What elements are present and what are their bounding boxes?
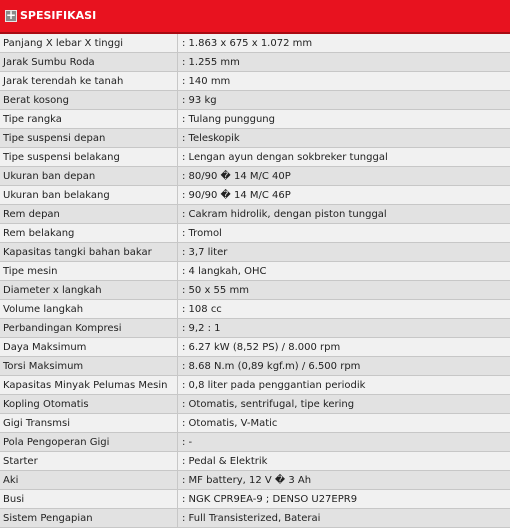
spec-row bbox=[0, 72, 510, 91]
spec-label: Kapasitas tangki bahan bakar bbox=[3, 247, 152, 258]
spec-label: Gigi Transmsi bbox=[3, 418, 70, 429]
spec-value: : Teleskopik bbox=[182, 133, 240, 144]
spec-value: : - bbox=[182, 437, 193, 448]
plus-icon[interactable]: + bbox=[6, 8, 17, 22]
spec-label: Tipe suspensi depan bbox=[3, 133, 106, 144]
spec-value: : 1.863 x 675 x 1.072 mm bbox=[182, 38, 313, 49]
spec-row bbox=[0, 129, 510, 148]
column-divider bbox=[177, 281, 178, 299]
column-divider bbox=[177, 167, 178, 185]
spec-label: Aki bbox=[3, 475, 19, 486]
spec-value: : 80/90 � 14 M/C 40P bbox=[182, 171, 291, 182]
spec-row bbox=[0, 300, 510, 319]
spec-table bbox=[0, 34, 510, 528]
spec-row bbox=[0, 224, 510, 243]
spec-value: : Full Transisterized, Baterai bbox=[182, 513, 321, 524]
spec-row bbox=[0, 490, 510, 509]
column-divider bbox=[177, 205, 178, 223]
spec-label: Rem depan bbox=[3, 209, 60, 220]
spec-row bbox=[0, 34, 510, 53]
spec-value: : 50 x 55 mm bbox=[182, 285, 249, 296]
spec-row bbox=[0, 167, 510, 186]
column-divider bbox=[177, 357, 178, 375]
column-divider bbox=[177, 72, 178, 90]
column-divider bbox=[177, 433, 178, 451]
column-divider bbox=[177, 186, 178, 204]
spec-label: Sistem Pengapian bbox=[3, 513, 93, 524]
spec-value: : MF battery, 12 V � 3 Ah bbox=[182, 475, 312, 486]
spec-label: Ukuran ban depan bbox=[3, 171, 96, 182]
column-divider bbox=[177, 452, 178, 470]
spec-value: : 108 cc bbox=[182, 304, 222, 315]
column-divider bbox=[177, 509, 178, 527]
spec-value: : 1.255 mm bbox=[182, 57, 240, 68]
spec-value: : 6.27 kW (8,52 PS) / 8.000 rpm bbox=[182, 342, 341, 353]
column-divider bbox=[177, 490, 178, 508]
column-divider bbox=[177, 300, 178, 318]
spec-label: Tipe suspensi belakang bbox=[3, 152, 120, 163]
column-divider bbox=[177, 376, 178, 394]
spec-row bbox=[0, 509, 510, 528]
column-divider bbox=[177, 262, 178, 280]
spec-row bbox=[0, 433, 510, 452]
column-divider bbox=[177, 319, 178, 337]
column-divider bbox=[177, 471, 178, 489]
spec-row bbox=[0, 91, 510, 110]
column-divider bbox=[177, 91, 178, 109]
spec-row bbox=[0, 243, 510, 262]
spec-value: : Tromol bbox=[182, 228, 222, 239]
column-divider bbox=[177, 338, 178, 356]
column-divider bbox=[177, 395, 178, 413]
column-divider bbox=[177, 34, 178, 52]
column-divider bbox=[177, 53, 178, 71]
spec-value: : 4 langkah, OHC bbox=[182, 266, 267, 277]
spec-row bbox=[0, 452, 510, 471]
spec-value: : Otomatis, V-Matic bbox=[182, 418, 278, 429]
spec-value: : Cakram hidrolik, dengan piston tunggal bbox=[182, 209, 387, 220]
spec-label: Torsi Maksimum bbox=[3, 361, 84, 372]
spec-label: Daya Maksimum bbox=[3, 342, 87, 353]
spec-value: : 9,2 : 1 bbox=[182, 323, 221, 334]
spec-label: Tipe mesin bbox=[3, 266, 58, 277]
spec-value: : Otomatis, sentrifugal, tipe kering bbox=[182, 399, 355, 410]
spec-label: Busi bbox=[3, 494, 25, 505]
spec-label: Panjang X lebar X tinggi bbox=[3, 38, 124, 49]
spec-row bbox=[0, 414, 510, 433]
spec-row bbox=[0, 186, 510, 205]
column-divider bbox=[177, 129, 178, 147]
column-divider bbox=[177, 414, 178, 432]
spec-label: Ukuran ban belakang bbox=[3, 190, 110, 201]
spec-row bbox=[0, 471, 510, 490]
spec-label: Kopling Otomatis bbox=[3, 399, 89, 410]
spec-value: : 140 mm bbox=[182, 76, 231, 87]
spec-value: : 0,8 liter pada penggantian periodik bbox=[182, 380, 366, 391]
spec-label: Perbandingan Kompresi bbox=[3, 323, 122, 334]
spec-row bbox=[0, 53, 510, 72]
spec-label: Starter bbox=[3, 456, 38, 467]
spec-value: : 3,7 liter bbox=[182, 247, 228, 258]
spec-label: Kapasitas Minyak Pelumas Mesin bbox=[3, 380, 168, 391]
spec-row bbox=[0, 262, 510, 281]
spec-row bbox=[0, 110, 510, 129]
column-divider bbox=[177, 243, 178, 261]
spec-value: : Tulang punggung bbox=[182, 114, 275, 125]
spec-row bbox=[0, 395, 510, 414]
spec-row bbox=[0, 338, 510, 357]
spec-label: Tipe rangka bbox=[3, 114, 62, 125]
spec-value: : 93 kg bbox=[182, 95, 217, 106]
spec-value: : Pedal & Elektrik bbox=[182, 456, 268, 467]
section-title: SPESIFIKASI bbox=[20, 9, 97, 22]
spec-label: Jarak terendah ke tanah bbox=[3, 76, 124, 87]
spec-value: : NGK CPR9EA-9 ; DENSO U27EPR9 bbox=[182, 494, 358, 505]
column-divider bbox=[177, 224, 178, 242]
column-divider bbox=[177, 148, 178, 166]
spec-label: Jarak Sumbu Roda bbox=[3, 57, 95, 68]
column-divider bbox=[177, 110, 178, 128]
spec-label: Pola Pengoperan Gigi bbox=[3, 437, 110, 448]
spec-value: : 8.68 N.m (0,89 kgf.m) / 6.500 rpm bbox=[182, 361, 361, 372]
spec-label: Volume langkah bbox=[3, 304, 84, 315]
section-header[interactable] bbox=[0, 0, 510, 34]
spec-row bbox=[0, 319, 510, 338]
spec-row bbox=[0, 281, 510, 300]
spec-value: : 90/90 � 14 M/C 46P bbox=[182, 190, 291, 201]
spec-row bbox=[0, 205, 510, 224]
spec-row bbox=[0, 357, 510, 376]
spec-label: Rem belakang bbox=[3, 228, 75, 239]
spec-row bbox=[0, 148, 510, 167]
spec-value: : Lengan ayun dengan sokbreker tunggal bbox=[182, 152, 388, 163]
spec-label: Berat kosong bbox=[3, 95, 69, 106]
spec-label: Diameter x langkah bbox=[3, 285, 102, 296]
spec-row bbox=[0, 376, 510, 395]
